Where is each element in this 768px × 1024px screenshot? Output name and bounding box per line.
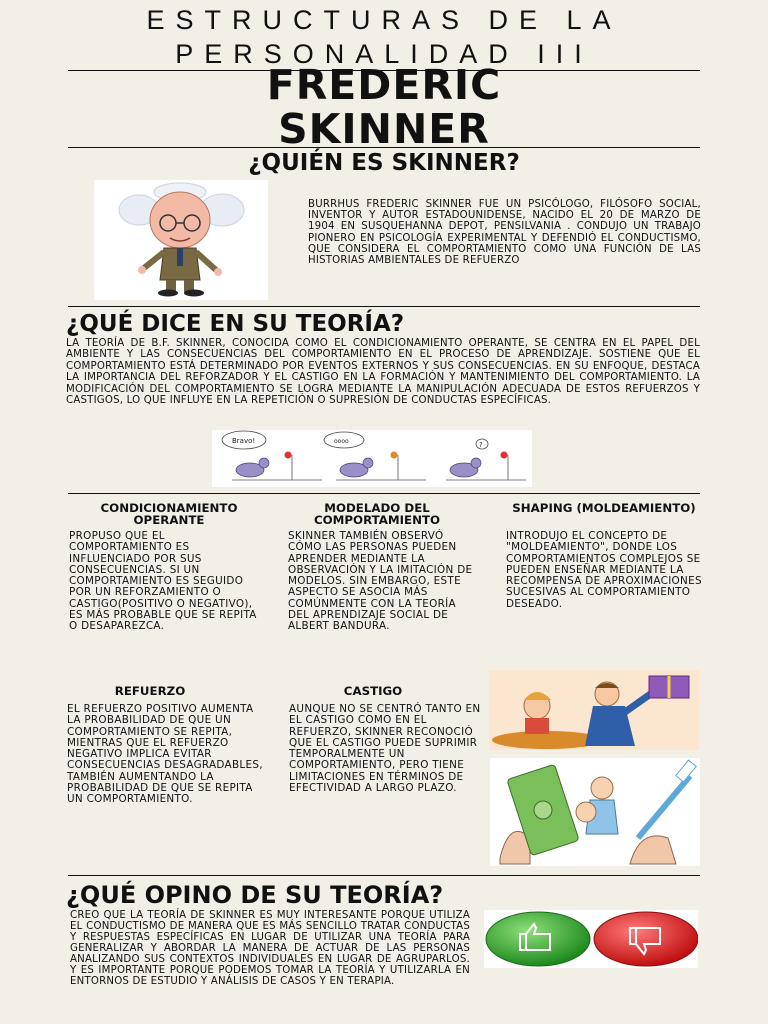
who-paragraph: BURRHUS FREDERIC SKINNER FUE UN PSICÓLOGO, FILÓSOFO SOCIAL, INVENTOR Y AUTOR ESTADOUNIDENSE, NACIDO EL 20 DE MARZO DE 1904 EN SUSQUEHANNA DEPOT, PENSILVANIA . CONDUJO UN TRABAJO PIONERO EN PSICOLOGÍA EXPERIMENTAL Y DEFENDIÓ EL CONDUCTISMO, QUE CONSIDERA EL COMPORTAMIENTO COMO UNA FUNCIÓN DE LAS HISTORIAS AMBIENTALES DE REFUERZO <box>308 199 701 267</box>
col-text-shaping: INTRODUJO EL CONCEPTO DE "MOLDEAMIENTO", DONDE LOS COMPORTAMIENTOS COMPLEJOS SE PUEDEN ENSEÑAR MEDIANTE LA RECOMPENSA DE APROXIMACIONES SUCESIVAS AL COMPORTAMIENTO DESEADO. <box>506 530 702 610</box>
section-heading-theory: ¿QUÉ DICE EN SU TEORÍA? <box>66 311 405 337</box>
section-heading-who: ¿QUIÉN ES SKINNER? <box>248 150 520 176</box>
poster-title-line-1: ESTRUCTURAS DE LA <box>146 5 622 35</box>
divider <box>68 875 700 876</box>
col-heading-condicionamiento: CONDICIONAMIENTO OPERANTE <box>100 501 238 527</box>
bubble-text-3: ? <box>479 441 483 449</box>
section-heading-opinion: ¿QUÉ OPINO DE SU TEORÍA? <box>66 881 444 909</box>
poster-title-line-2: PERSONALIDAD III <box>175 39 593 69</box>
theory-paragraph: LA TEORÍA DE B.F. SKINNER, CONOCIDA COMO EL CONDICIONAMIENTO OPERANTE, SE CENTRA EN EL PAPEL DEL AMBIENTE Y LAS CONSECUENCIAS DEL COMPORTAMIENTO EN EL PROCESO DE APRENDIZAJE. SOSTIENE QUE EL COMPORTAMIENTO ESTÁ DETERMINADO POR EVENTOS EXTERNOS Y SUS CONSECUENCIAS. EN SU ENFOQUE, DESTACA LA IMPORTANCIA DEL REFORZADOR Y EL CASTIGO EN LA FORMACIÓN Y MANTENIMIENTO DEL COMPORTAMIENTO. LA MODIFICACIÓN DEL COMPORTAMIENTO SE LOGRA MEDIANTE LA MANIPULACIÓN ADECUADA DE ESTOS REFUERZOS Y CASTIGOS, LO QUE INFLUYE EN LA REPETICIÓN O SUPRESIÓN DE CONDUCTAS ESPECÍFICAS. <box>66 338 700 407</box>
col-heading-modelado: MODELADO DEL COMPORTAMIENTO <box>313 501 441 527</box>
thumbs-buttons-illustration <box>484 910 698 968</box>
divider <box>68 147 700 148</box>
col-heading-castigo: CASTIGO <box>343 684 403 698</box>
col-heading-shaping: SHAPING (MOLDEAMIENTO) <box>512 501 696 515</box>
skinner-caricature-image <box>94 180 268 300</box>
col-text-castigo: AUNQUE NO SE CENTRÓ TANTO EN EL CASTIGO COMO EN EL REFUERZO, SKINNER RECONOCIÓ QUE EL CASTIGO PUEDE SUPRIMIR TEMPORALMENTE UN COMPORTAMIENTO, PERO TIENE LIMITACIONES EN TÉRMINOS DE EFECTIVIDAD A LARGO PLAZO. <box>289 703 481 795</box>
opinion-paragraph: CREO QUE LA TEORÍA DE SKINNER ES MUY INTERESANTE PORQUE UTILIZA EL CONDUCTISMO DE MANERA QUE ES MÁS SENCILLO TRATAR CONDUCTAS Y RESPUESTAS ESPECÍFICAS EN LUGAR DE UTILIZAR UNA TEORÍA PARA GENERALIZAR Y ABORDAR LA MANERA DE ACTUAR DE LAS PERSONAS ANALIZANDO SUS CONTEXTOS INDIVIDUALES EN LUGAR DE AGRUPARLOS. Y ES IMPORTANTE PORQUE PODEMOS TOMAR LA TEORÍA Y UTILIZARLA EN ENTORNOS DE ESTUDIO Y ANÁLISIS DE CASOS Y EN TERAPIA. <box>70 910 470 987</box>
money-toothbrush-illustration <box>490 758 700 866</box>
divider <box>68 493 700 494</box>
col-text-modelado: SKINNER TAMBIÉN OBSERVÓ CÓMO LAS PERSONAS PUEDEN APRENDER MEDIANTE LA OBSERVACIÓN Y LA IMITACIÓN DE MODELOS. SIN EMBARGO, ESTE ASPECTO SE ASOCIA MÁS COMÚNMENTE CON LA TEORÍA DEL APRENDIZAJE SOCIAL DE ALBERT BANDURA. <box>288 530 473 633</box>
divider <box>68 306 700 307</box>
reward-family-illustration <box>489 670 699 750</box>
col-text-condicionamiento: PROPUSO QUE EL COMPORTAMIENTO ES INFLUENCIADO POR SUS CONSECUENCIAS. SI UN COMPORTAMIENTO ES SEGUIDO POR UN REFORZAMIENTO O CASTIGO(POSITIVO O NEGATIVO), ES MÁS PROBABLE QUE SE REPITA O DESAPAREZCA. <box>69 530 257 633</box>
bubble-text-1: Bravo! <box>232 437 256 445</box>
bubble-text-2: oooo <box>334 438 349 445</box>
name-line-2: SKINNER <box>278 105 490 153</box>
pigeon-shaping-illustration <box>212 430 532 487</box>
col-heading-refuerzo: REFUERZO <box>114 684 186 698</box>
name-line-1: FREDERIC <box>266 61 502 109</box>
col-text-refuerzo: EL REFUERZO POSITIVO AUMENTA LA PROBABILIDAD DE QUE UN COMPORTAMIENTO SE REPITA, MIENTRAS QUE EL REFUERZO NEGATIVO IMPLICA EVITAR CONSECUENCIAS DESAGRADABLES, TAMBIÉN AUMENTANDO LA PROBABILIDAD DE QUE SE REPITA UN COMPORTAMIENTO. <box>67 703 263 806</box>
